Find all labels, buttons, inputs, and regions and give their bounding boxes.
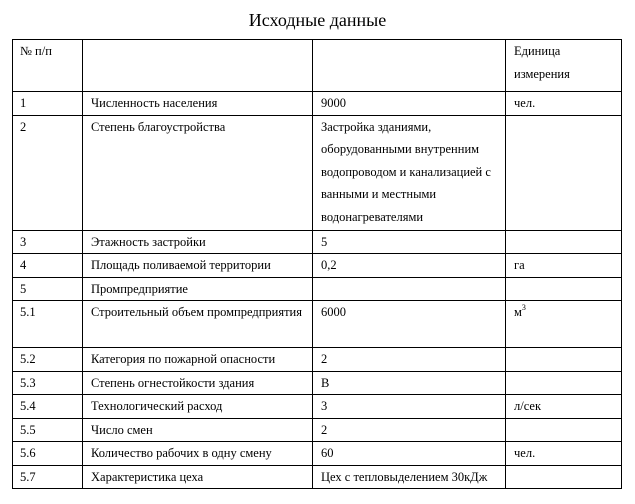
- row-name: Численность населения: [83, 92, 313, 116]
- header-value: [313, 40, 506, 92]
- row-unit: чел.: [506, 92, 622, 116]
- row-num: 5.6: [13, 442, 83, 466]
- row-num: 4: [13, 254, 83, 278]
- row-unit: л/сек: [506, 395, 622, 419]
- row-unit: [506, 371, 622, 395]
- row-value: 9000: [313, 92, 506, 116]
- row-num: 2: [13, 115, 83, 230]
- row-name: Технологический расход: [83, 395, 313, 419]
- table-row: [13, 277, 622, 301]
- row-num: 5.1: [13, 301, 83, 348]
- table-row: [13, 115, 622, 230]
- row-unit: [506, 301, 622, 348]
- row-num: 5.3: [13, 371, 83, 395]
- row-num: 1: [13, 92, 83, 116]
- row-num: 5.7: [13, 465, 83, 489]
- row-unit: [506, 115, 622, 230]
- row-num: 5.4: [13, 395, 83, 419]
- table-row: [13, 395, 622, 419]
- table-row: [13, 442, 622, 466]
- table-row: [13, 254, 622, 278]
- unit-superscript: 3: [521, 302, 526, 312]
- source-data-table: [12, 39, 622, 489]
- row-unit: га: [506, 254, 622, 278]
- row-name: Этажность застройки: [83, 230, 313, 254]
- unit-text: м: [514, 305, 522, 319]
- row-unit: [506, 230, 622, 254]
- table-row: [13, 230, 622, 254]
- row-value: 3: [313, 395, 506, 419]
- row-name: Площадь поливаемой территории: [83, 254, 313, 278]
- row-unit: чел.: [506, 442, 622, 466]
- row-value: 2: [313, 348, 506, 372]
- table-header-row: [13, 40, 622, 92]
- table-row: [13, 348, 622, 372]
- header-name: [83, 40, 313, 92]
- row-value: 6000: [313, 301, 506, 348]
- row-value: Цех с тепловыделением 30кДж: [313, 465, 506, 489]
- table-row: [13, 371, 622, 395]
- row-value: 2: [313, 418, 506, 442]
- header-num: № п/п: [13, 40, 83, 92]
- table-row: [13, 418, 622, 442]
- row-name: Строительный объем промпредприятия: [83, 301, 313, 348]
- table-row: [13, 465, 622, 489]
- row-num: 5.2: [13, 348, 83, 372]
- row-unit: [506, 277, 622, 301]
- row-name: Число смен: [83, 418, 313, 442]
- row-unit: [506, 418, 622, 442]
- document-title: Исходные данные: [248, 10, 387, 30]
- row-name: Количество рабочих в одну смену: [83, 442, 313, 466]
- header-unit: Единица измерения: [506, 40, 622, 92]
- table-row: [13, 301, 622, 348]
- row-name: Промпредприятие: [83, 277, 313, 301]
- row-name: Категория по пожарной опасности: [83, 348, 313, 372]
- row-name: Степень благоустройства: [83, 115, 313, 230]
- row-unit: [506, 348, 622, 372]
- row-num: 5: [13, 277, 83, 301]
- row-value: В: [313, 371, 506, 395]
- row-value: Застройка зданиями, оборудованными внутренним водопроводом и канализацией с ванными и местными водонагревателями: [313, 115, 506, 230]
- row-value: [313, 277, 506, 301]
- table-row: [13, 92, 622, 116]
- row-value: 5: [313, 230, 506, 254]
- row-num: 5.5: [13, 418, 83, 442]
- row-name: Характеристика цеха: [83, 465, 313, 489]
- row-value: 60: [313, 442, 506, 466]
- row-unit: [506, 465, 622, 489]
- row-value: 0,2: [313, 254, 506, 278]
- row-num: 3: [13, 230, 83, 254]
- row-name: Степень огнестойкости здания: [83, 371, 313, 395]
